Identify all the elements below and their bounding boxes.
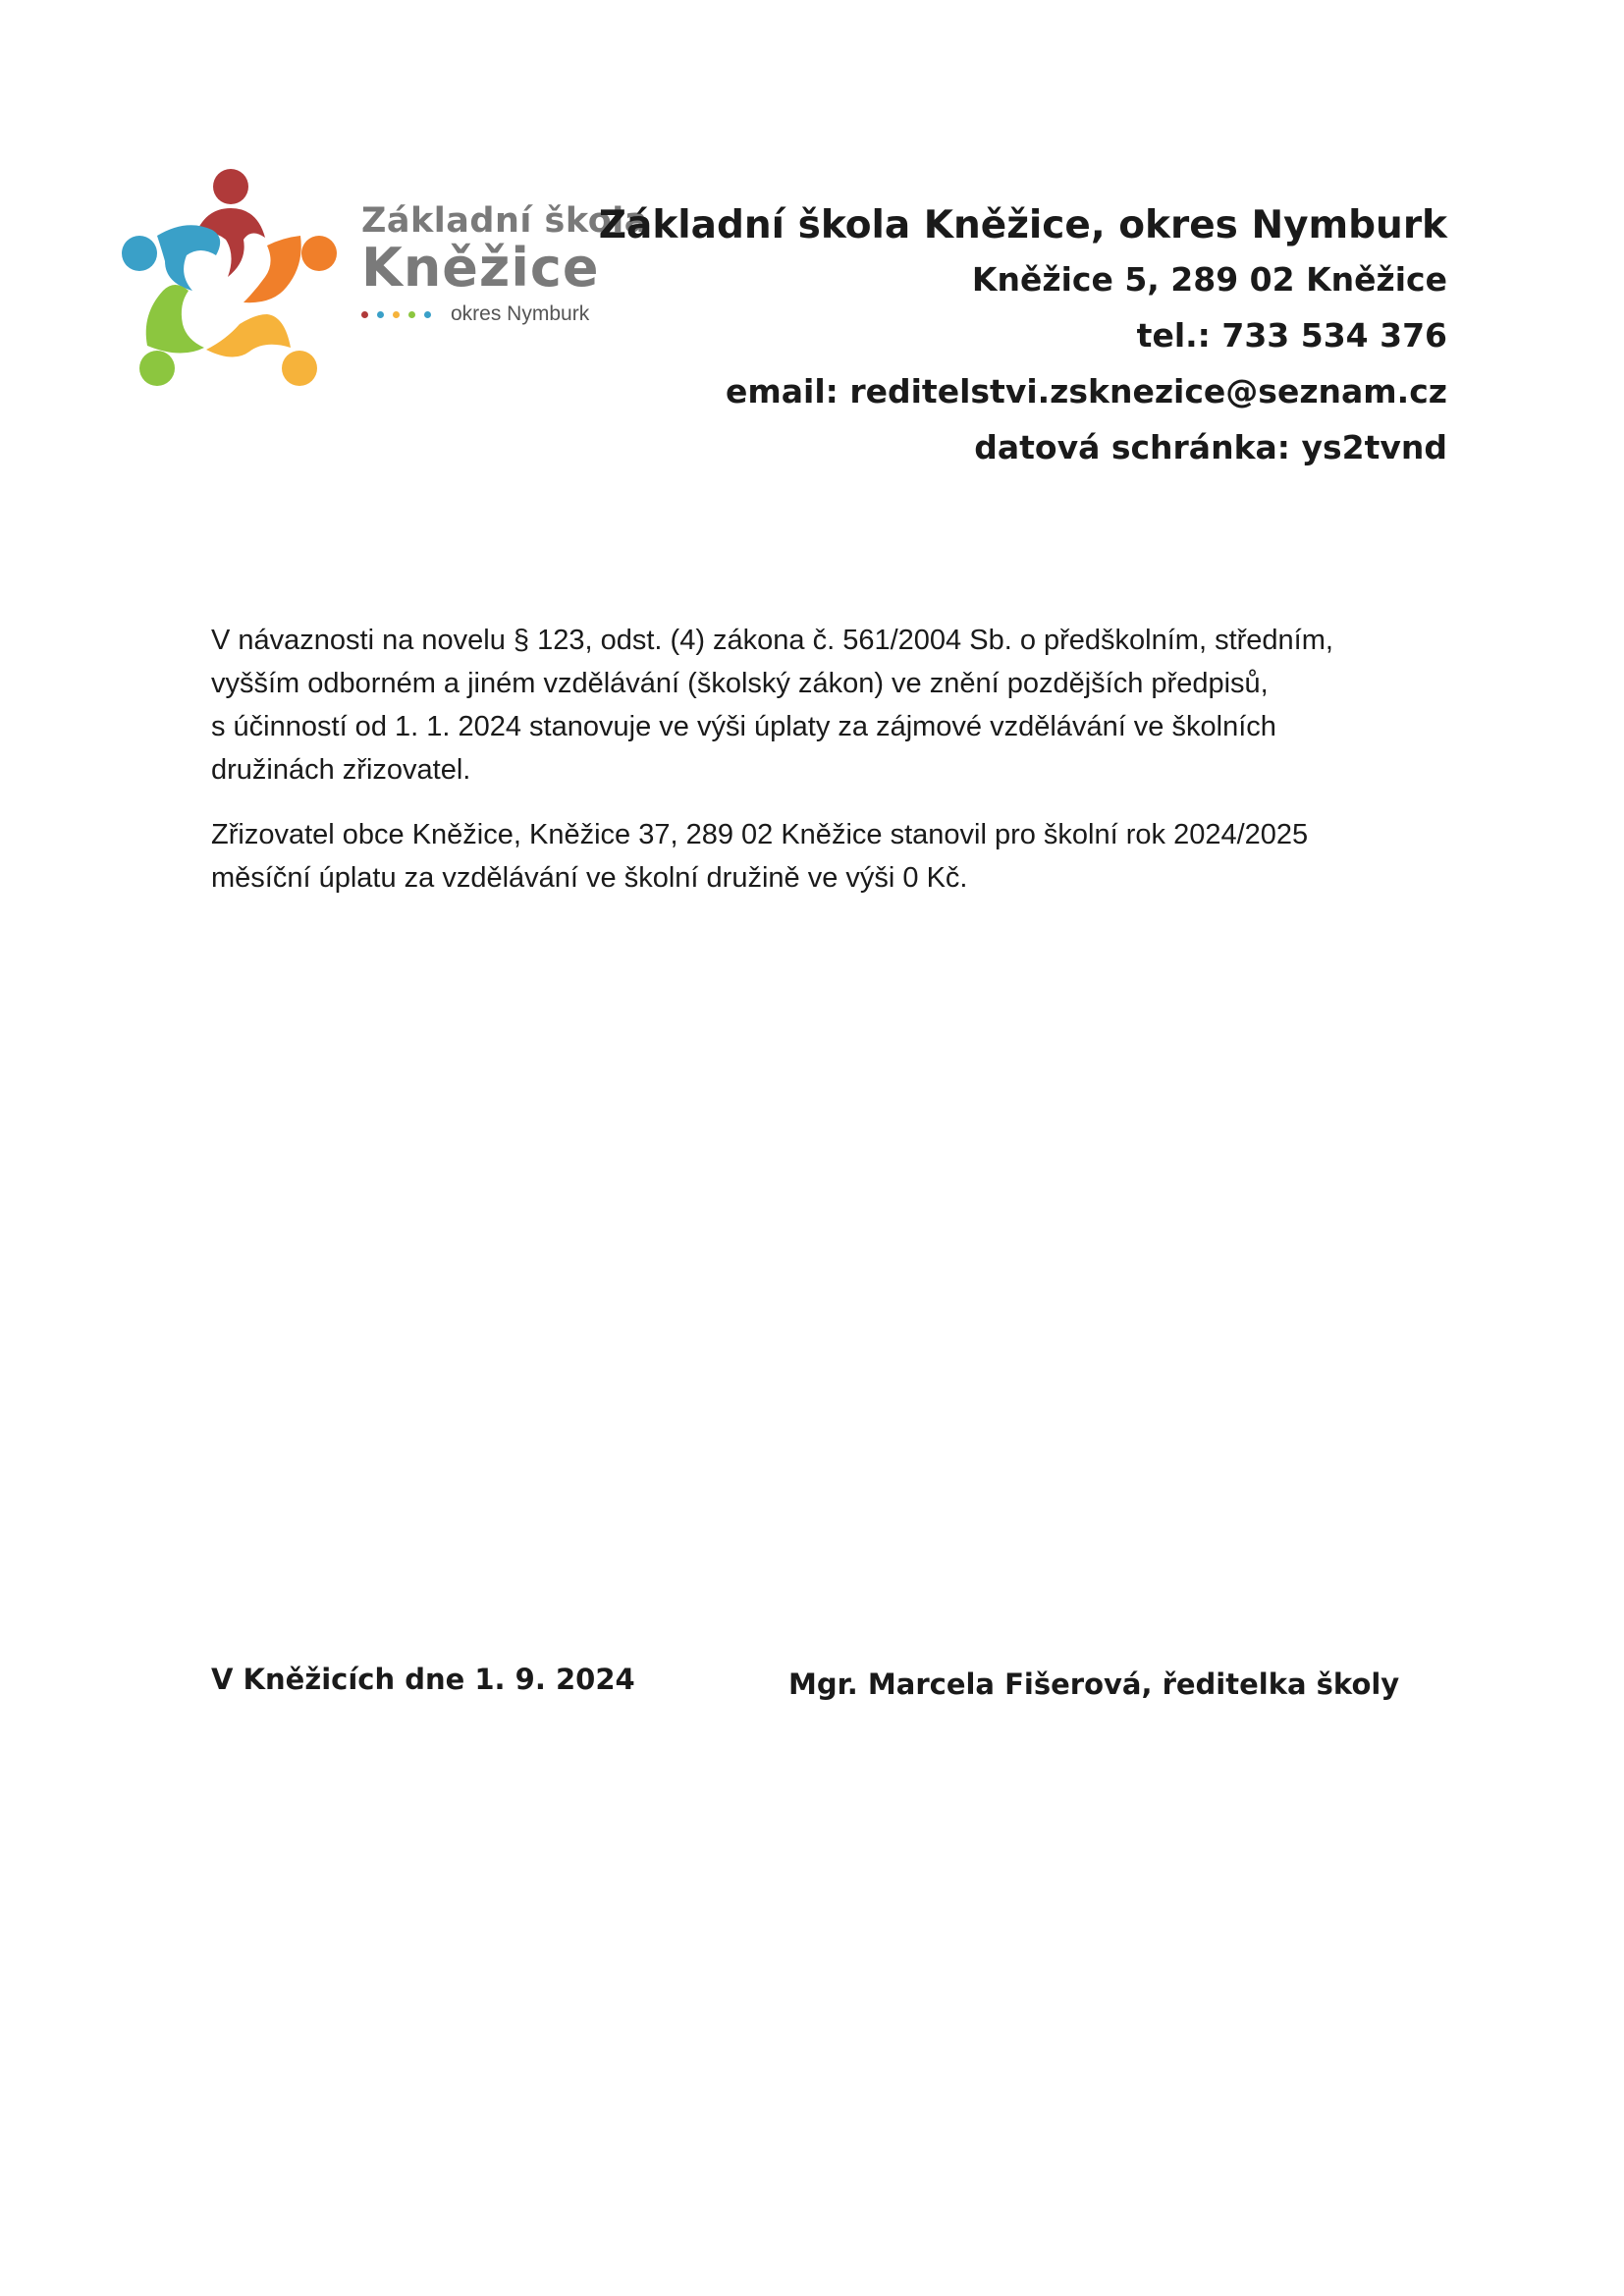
logo-dot [377, 311, 384, 318]
logo-figure-green-body [146, 285, 204, 354]
logo-figure-red-head [213, 169, 248, 204]
logo-line-school: Základní škola [361, 201, 648, 241]
logo-figure-blue-body [157, 225, 220, 291]
logo-figure-orange-head [301, 236, 337, 271]
logo-dot [408, 311, 415, 318]
logo-figure-green-head [139, 351, 175, 386]
school-data-box: datová schránka: ys2tvnd [974, 428, 1447, 466]
text-line: družinách zřizovatel. [211, 754, 471, 786]
paragraph-legal-basis [211, 619, 1429, 792]
text-line: vyšším odborném a jiném vzdělávání (školský zákon) ve znění pozdějších předpisů, [211, 668, 1269, 699]
logo-dots [361, 311, 431, 318]
school-logo [118, 167, 344, 393]
logo-dot [393, 311, 400, 318]
text-line: měsíční úplatu za vzdělávání ve školní družině ve výši 0 Kč. [211, 862, 968, 894]
logo-figure-blue-head [122, 236, 157, 271]
logo-line-village: Kněžice [361, 237, 600, 299]
place-and-date: V Kněžicích dne 1. 9. 2024 [211, 1663, 635, 1696]
text-line: s účinností od 1. 1. 2024 stanovuje ve výši úplaty za zájmové vzdělávání ve školních [211, 711, 1276, 742]
logo-district-label: okres Nymburk [451, 302, 590, 325]
letterhead [599, 200, 1447, 475]
school-email: email: reditelstvi.zsknezice@seznam.cz [726, 372, 1447, 410]
paragraph-fee [211, 813, 1429, 900]
school-address: Kněžice 5, 289 02 Kněžice [971, 260, 1447, 299]
logo-figure-yellow-head [282, 351, 317, 386]
signatory: Mgr. Marcela Fišerová, ředitelka školy [788, 1667, 1400, 1701]
text-line: Zřizovatel obce Kněžice, Kněžice 37, 289 02 Kněžice stanovil pro školní rok 2024/2025 [211, 819, 1309, 850]
logo-dot [361, 311, 368, 318]
logo-dot [424, 311, 431, 318]
logo-figure-orange-body [244, 236, 301, 302]
text-line: V návaznosti na novelu § 123, odst. (4) zákona č. 561/2004 Sb. o předškolním, středním, [211, 625, 1333, 656]
logo-figure-yellow-body [206, 314, 291, 357]
document-body [211, 619, 1429, 921]
school-name: Základní škola Kněžice, okres Nymburk [598, 203, 1447, 247]
school-phone: tel.: 733 534 376 [1136, 316, 1447, 355]
